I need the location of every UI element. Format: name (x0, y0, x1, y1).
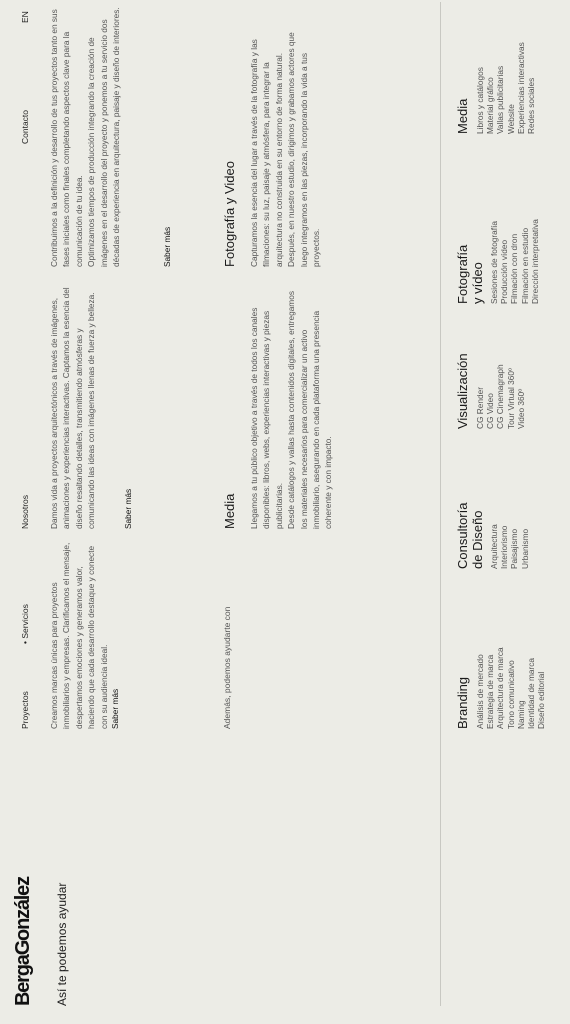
category-title: Fotografía y vídeo (455, 244, 485, 304)
divider (440, 2, 441, 1006)
service-branding-text (48, 539, 110, 729)
paragraph: Capturamos la esencia del lugar a través de la fotografía y las filmaciones: su luz, paisaje y atmósfera, para integrar la arquitectura no construida en su entorno de forma natural. (249, 39, 284, 267)
saber-mas-link[interactable]: Saber más (110, 688, 120, 729)
list-item: Arquitectura (489, 524, 499, 569)
list-item: Material gráfico (485, 77, 496, 134)
category-list (489, 489, 530, 569)
list-item: Libros y catálogos (475, 67, 485, 134)
list-item: CG Video (485, 393, 496, 429)
list-item: Filmación con dron (509, 233, 520, 304)
category-fotografia (455, 194, 540, 304)
list-item: Urbanismo (519, 528, 530, 569)
paragraph: Desde catálogos y vallas hasta contenidos digitales, entregamos los materiales necesarios para comercializar un activo inmobiliario, asegurando en cada plataforma una presencia coherente y con impacto. (286, 291, 334, 529)
list-item: Producción vídeo (499, 239, 510, 304)
list-item: Redes sociales (526, 77, 537, 134)
logo[interactable]: BergaGonzález (12, 877, 34, 1006)
category-media (455, 9, 536, 134)
list-item: Paisajismo (509, 528, 520, 569)
media-text (248, 284, 335, 529)
paragraph: Llegamos a tu público objetivo a través de todos los canales disponibles: libros, webs, experiencias interactivas y piezas publicitarias. (249, 307, 284, 529)
list-item: Interiorismo (499, 525, 510, 569)
list-item: Identidad de marca (526, 657, 537, 729)
list-item: Análisis de mercado (475, 654, 485, 729)
nav-contacto[interactable]: Contacto (20, 109, 30, 144)
list-item: Estrategia de marca (485, 654, 496, 729)
category-title: Media (455, 98, 470, 134)
list-item: Naming (515, 700, 526, 729)
category-title: Visualización (455, 353, 470, 429)
category-title: Consultoría de Diseño (455, 502, 485, 569)
service-consultoria-text (48, 7, 122, 267)
nav-nosotros[interactable]: Nosotros (20, 494, 30, 529)
page-title: Así te podemos ayudar (55, 882, 69, 1006)
paragraph: Damos vida a proyectos arquitectónicos a través de imágenes, animaciones y experiencias interactivas. Captamos la esencia del diseño resaltando detalles, transmitiendo atmósferas y comunicando las ideas con imágenes llenas de fuerza y belleza. (49, 287, 97, 529)
list-item: Dirección interpretativa (529, 219, 540, 304)
list-item: Video 360º (515, 388, 526, 429)
nav-proyectos[interactable]: Proyectos (20, 691, 30, 729)
category-visualizacion (455, 319, 526, 429)
list-item: Tour Virtual 360º (505, 368, 516, 429)
media-heading: Media (222, 493, 237, 529)
category-list (489, 194, 540, 304)
paragraph: Después, en nuestro estudio, dirigimos y grabamos actores que luego integramos en las piezas, incorporando la vida a tus proyectos. (286, 32, 322, 267)
saber-mas-link[interactable]: Saber más (162, 226, 172, 267)
nav-servicios[interactable]: • Servicios (20, 604, 30, 644)
list-item: Experiencias interactivas (515, 42, 526, 134)
list-item: Tono comunicativo (505, 660, 516, 729)
list-item: Arquitectura de marca (495, 647, 506, 729)
list-item: Diseño editorial (536, 671, 547, 729)
saber-mas-link[interactable]: Saber más (123, 488, 133, 529)
list-item: CG Cinemagraph (495, 364, 506, 429)
category-branding (455, 629, 546, 729)
also-help-label: Además, podemos ayudarte con (222, 606, 232, 729)
list-item: Vallas publicitarias (495, 65, 506, 134)
list-item: Website (505, 104, 516, 134)
category-list (475, 9, 536, 134)
list-item: Sesiones de fotografía (489, 220, 499, 304)
category-list (475, 629, 546, 729)
category-list (475, 319, 526, 429)
paragraph: Creamos marcas únicas para proyectos inmobiliarios y empresas. Clarificamos el mensaje, despertamos emociones y generamos valor, haciendo que cada desarrollo destaque y conecte con su audiencia ideal. (49, 542, 109, 729)
category-consultoria (455, 489, 530, 569)
lang-switch[interactable]: EN (20, 11, 30, 23)
list-item: Filmación en estudio (519, 227, 530, 304)
paragraph: Contribuimos a la definición y desarrollo de tus proyectos tanto en sus fases iniciales como finales completando aspectos clave para la comunicación de tu idea. (49, 9, 84, 267)
fotografia-video-heading: Fotografía y Video (222, 161, 237, 267)
service-visual-text (48, 279, 98, 529)
category-title: Branding (455, 676, 470, 729)
paragraph: Optimizamos tiempos de producción integrando la creación de imágenes en el desarrollo del proyecto y ponemos a tu servicio dos décadas de experiencia en arquitectura, paisaje y diseño de interiores. (86, 7, 122, 267)
list-item: CG Render (475, 387, 485, 429)
fotografia-video-text (248, 22, 322, 267)
